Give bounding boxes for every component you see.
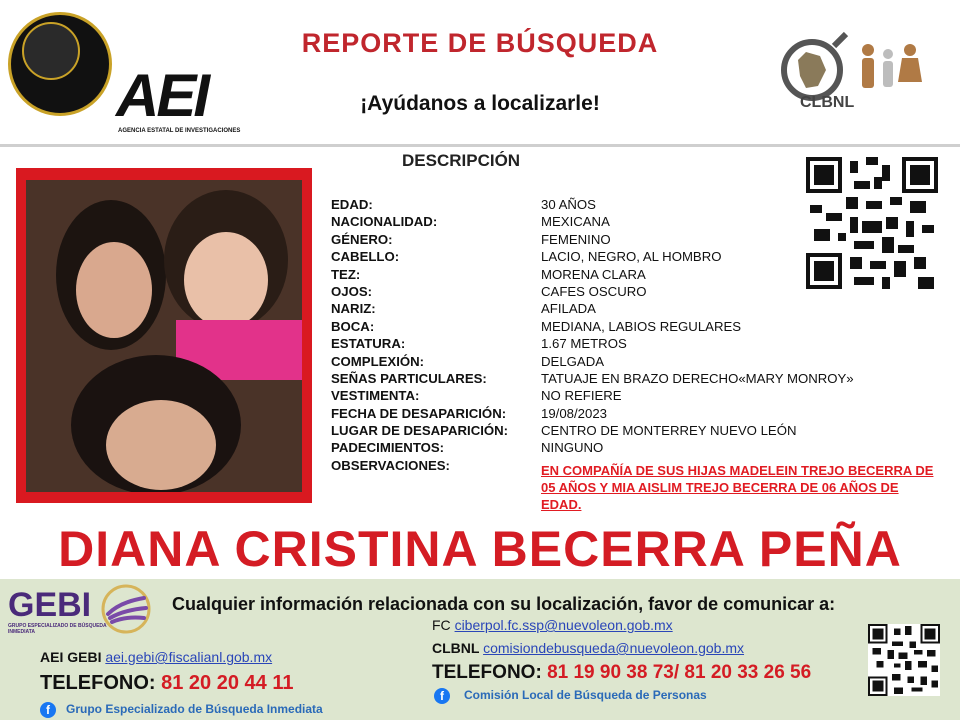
contact-notice: Cualquier información relacionada con su localización, favor de comunicar a: bbox=[172, 594, 836, 614]
state-map-icon bbox=[798, 52, 826, 88]
observations-text: EN COMPAÑÍA DE SUS HIJAS MADELEIN TREJO BECERRA DE 05 AÑOS Y MIA AISLIM TREJO BECERRA DE 06 AÑOS DE EDAD. bbox=[541, 463, 934, 512]
row-label: CABELLO: bbox=[331, 249, 400, 265]
woman-face bbox=[76, 242, 152, 338]
row-value: DELGADA bbox=[541, 353, 605, 369]
row-senas bbox=[331, 370, 943, 387]
row-label: NACIONALIDAD: bbox=[331, 214, 438, 230]
row-label: VESTIMENTA: bbox=[331, 388, 420, 404]
tel2-label: TELEFONO: bbox=[432, 662, 548, 683]
row-padecimientos bbox=[331, 439, 943, 456]
qr-code-icon[interactable] bbox=[868, 624, 940, 696]
tel2-value: 81 19 90 38 73/ 81 20 33 26 56 bbox=[547, 662, 812, 683]
fc-email-link[interactable]: ciberpol.fc.ssp@nuevoleon.gob.mx bbox=[454, 617, 673, 633]
facebook-icon[interactable]: f bbox=[40, 702, 56, 718]
row-label: GÉNERO: bbox=[331, 231, 393, 247]
row-complexion bbox=[331, 353, 943, 370]
page-title: REPORTE DE BÚSQUEDA bbox=[301, 28, 659, 58]
row-lugar bbox=[331, 422, 943, 439]
row-vestimenta bbox=[331, 387, 943, 404]
gebi-logo-text: GEBI bbox=[8, 586, 92, 624]
row-value: NO REFIERE bbox=[541, 388, 622, 404]
row-value: 30 AÑOS bbox=[541, 197, 596, 212]
aei-phone bbox=[40, 672, 293, 695]
row-value: AFILADA bbox=[541, 301, 596, 317]
row-value: MORENA CLARA bbox=[541, 266, 646, 282]
row-value: TATUAJE EN BRAZO DERECHO«MARY MONROY» bbox=[541, 370, 854, 386]
person-name: DIANA CRISTINA BECERRA PEÑA bbox=[58, 521, 902, 577]
facebook-icon[interactable]: f bbox=[434, 688, 450, 704]
row-estatura bbox=[331, 335, 943, 352]
fc-label: FC bbox=[432, 617, 455, 633]
page-subtitle: ¡Ayúdanos a localizarle! bbox=[360, 92, 600, 115]
child-face bbox=[106, 400, 216, 490]
row-boca bbox=[331, 318, 943, 335]
row-value: LACIO, NEGRO, AL HOMBRO bbox=[541, 249, 722, 265]
missing-person-photo bbox=[26, 180, 302, 492]
gebi-hand-icon bbox=[98, 584, 154, 634]
clbnl-email-link[interactable]: comisiondebusqueda@nuevoleon.gob.mx bbox=[483, 640, 745, 656]
girl-face bbox=[184, 232, 268, 328]
aei-logo-text: AEI bbox=[116, 62, 208, 129]
aei-email-link[interactable]: aei.gebi@fiscalianl.gob.mx bbox=[105, 649, 273, 665]
tel1-label: TELEFONO: bbox=[40, 672, 162, 694]
row-value: CENTRO DE MONTERREY NUEVO LEÓN bbox=[541, 423, 797, 439]
gebi-logo-subtext: GRUPO ESPECIALIZADO DE BÚSQUEDA INMEDIATA bbox=[8, 623, 107, 635]
aei-contact bbox=[40, 649, 272, 665]
row-label: BOCA: bbox=[331, 318, 375, 334]
row-value: 1.67 METROS bbox=[541, 336, 627, 352]
aei-label: AEI GEBI bbox=[40, 649, 106, 665]
person-icon bbox=[862, 58, 874, 88]
row-fecha bbox=[331, 405, 943, 422]
row-label: OJOS: bbox=[331, 283, 373, 299]
row-value: MEDIANA, LABIOS REGULARES bbox=[541, 318, 742, 334]
row-label: LUGAR DE DESAPARICIÓN: bbox=[331, 423, 509, 439]
row-nariz bbox=[331, 300, 943, 317]
clbnl-phone bbox=[432, 662, 811, 684]
row-value: 19/08/2023 bbox=[541, 405, 608, 421]
woman-icon bbox=[898, 58, 922, 82]
header-divider bbox=[0, 144, 960, 147]
row-value: MEXICANA bbox=[541, 214, 610, 230]
row-label: PADECIMIENTOS: bbox=[331, 440, 445, 456]
row-label: ESTATURA: bbox=[331, 336, 406, 352]
facebook-link-clbnl[interactable]: Comisión Local de Búsqueda de Personas bbox=[464, 688, 707, 702]
tel1-value: 81 20 20 44 11 bbox=[161, 672, 294, 694]
clbnl-logo-text: CLBNL bbox=[800, 94, 855, 111]
row-value: NINGUNO bbox=[541, 440, 604, 456]
row-value: CAFES OSCURO bbox=[541, 283, 647, 299]
row-label: COMPLEXIÓN: bbox=[331, 353, 425, 369]
facebook-link-gebi[interactable]: Grupo Especializado de Búsqueda Inmediata bbox=[66, 702, 323, 716]
description-title: DESCRIPCIÓN bbox=[402, 151, 521, 170]
clbnl-label: CLBNL bbox=[432, 640, 484, 656]
fc-contact bbox=[432, 617, 673, 633]
seal-emblem-icon bbox=[22, 22, 80, 80]
row-label: NARIZ: bbox=[331, 301, 376, 317]
row-label: EDAD: bbox=[331, 197, 373, 212]
row-label: TEZ: bbox=[331, 266, 361, 282]
row-label: OBSERVACIONES: bbox=[331, 457, 450, 473]
aei-logo-subtext: AGENCIA ESTATAL DE INVESTIGACIONES bbox=[118, 128, 241, 134]
row-value: FEMENINO bbox=[541, 231, 611, 247]
qr-code-icon[interactable] bbox=[806, 157, 938, 289]
child-icon bbox=[883, 61, 893, 87]
row-label: FECHA DE DESAPARICIÓN: bbox=[331, 405, 507, 421]
clbnl-contact bbox=[432, 640, 744, 656]
row-label: SEÑAS PARTICULARES: bbox=[331, 370, 487, 386]
